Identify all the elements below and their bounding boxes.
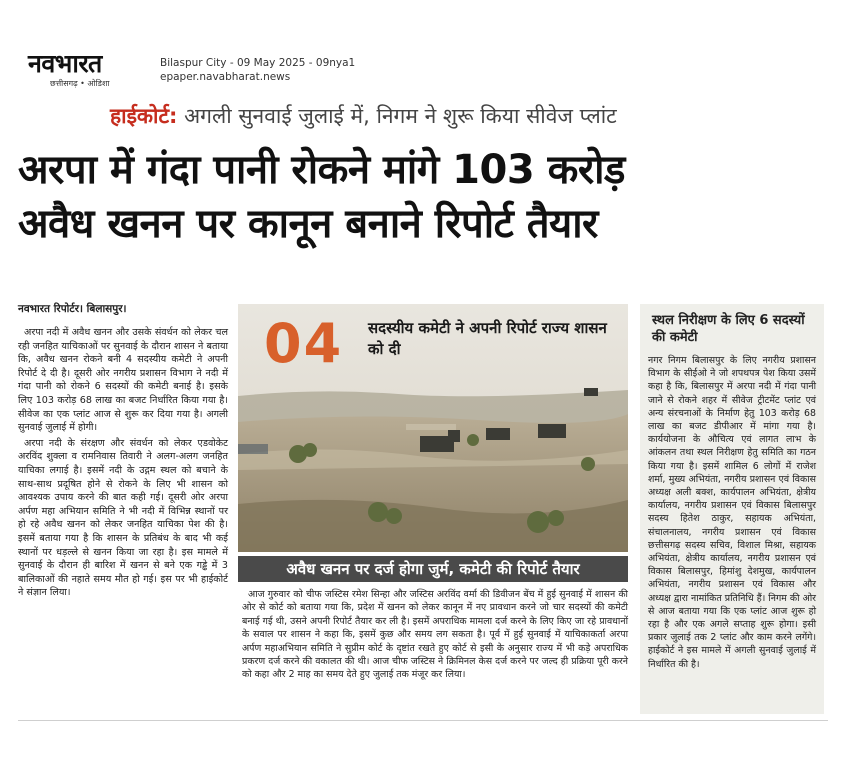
headline-line-1: अरपा में गंदा पानी रोकने मांगे 103 करोड़	[18, 147, 625, 193]
newspaper-logo[interactable]: नवभारत	[28, 49, 102, 78]
subheading-bar: अवैध खनन पर दर्ज होगा जुर्म, कमेटी की रिपोर्ट तैयार	[238, 556, 628, 582]
kicker-label: हाईकोर्ट:	[110, 104, 178, 128]
news-photo	[238, 304, 628, 552]
committee-number: 04	[264, 312, 344, 375]
photo-caption: सदस्यीय कमेटी ने अपनी रिपोर्ट राज्य शासन को दी	[368, 319, 607, 358]
edition-info	[160, 56, 355, 84]
epaper-url[interactable]: epaper.navabharat.news	[160, 71, 291, 83]
bottom-rule	[18, 720, 828, 721]
paragraph: अरपा नदी में अवैध खनन और उसके संवर्धन को लेकर चल रही जनहित याचिकाओं पर सुनवाई के दौरान शासन ने बताया कि, अवैध खनन रोकने बनी 4 सदस्यीय कमेटी ने अपनी रिपोर्ट दे दी है। दूसरी ओर नगरीय प्रशासन विभाग ने नदी में गंदा पानी को रोकने 6 सदस्यों की कमेटी बनाई है। इसके लिए 103 करोड़ 68 लाख का बजट निर्धारित किया गया है। सीवेज का एक प्लांट आज से शुरू कर दिया गया है। अगली सुनवाई जुलाई में होगी।	[18, 327, 228, 434]
sidebar-box	[640, 304, 824, 714]
masthead	[28, 50, 828, 90]
paragraph: आज गुरुवार को चीफ जस्टिस रमेश सिन्हा और जस्टिस अरविंद वर्मा की डिवीजन बेंच में हुई सुनवाई में शासन की ओर से कोर्ट को बताया गया कि, प्रदेश में खनन को लेकर कानून में नए प्रावधान करने जो चार सदस्यों की कमेटी बनाई गई थी, उसने अपनी रिपोर्ट तैयार कर ली है। इसमें अपराधिक मामला दर्ज करने के लिए किए जा रहे प्रावधानों के सवाल पर शासन ने कहा कि, इसमें कुछ और समय लग सकता है। पूर्व में हुई सुनवाई में याचिकाकर्ता अरपा अर्पण महाअभियान समिति ने सुप्रीम कोर्ट के दृष्टांत रखते हुए कोर्ट से इसी के अनुसार राज्य में भी कड़े अपराधिक प्रकरण दर्ज करने की वकालत की थी। आज चीफ जस्टिस ने क्रिमिनल केस दर्ज करने पर जल्द ही प्रक्रिया पूरी करने को कहा और 2 माह का समय देते हुए जुलाई तक मंजूर कर लिया।	[242, 589, 628, 681]
sidebar-title: स्थल निरीक्षण के लिए 6 सदस्यों की कमेटी	[652, 313, 805, 345]
byline: नवभारत रिपोर्टर। बिलासपुर।	[18, 303, 127, 315]
logo-subtitle: छत्तीसगढ़ • ओडिशा	[50, 79, 110, 88]
headline-line-2: अवैध खनन पर कानून बनाने रिपोर्ट तैयार	[18, 201, 598, 247]
paragraph: अरपा नदी के संरक्षण और संवर्धन को लेकर एडवोकेट अरविंद शुक्ला व रामनिवास तिवारी ने अलग-अलग जनहित याचिका लगाई है। इसमें नदी के उद्गम स्थल को बचाने के साथ-साथ प्रदूषित होने से रोकने के लिए भी शासन को आवश्यक उपाय करने की बात कही गई। दूसरी ओर अरपा अर्पण महा अभियान समिति ने भी नदी में विभिन्न स्थानों पर हो रहे अवैध खनन को लेकर जनहित याचिका पेश की है। इसमें बताया गया है कि शासन के प्रतिबंध के बाद भी कई स्थानों पर धड़ल्ले से खनन किया जा रहा है। इस मामले में सुनवाई के दौरान ही बारिश में खनन से बने एक गड्ढे में 3 बालिकाओं की नहाते समय मौत हो गई। इस पर भी हाईकोर्ट ने संज्ञान लिया।	[18, 437, 228, 599]
kicker-line	[110, 103, 617, 129]
kicker-text: अगली सुनवाई जुलाई में, निगम ने शुरू किया सीवेज प्लांट	[177, 104, 617, 128]
sidebar-body: नगर निगम बिलासपुर के लिए नगरीय प्रशासन विभाग के सीईओ ने जो शपथपत्र पेश किया उसमें कहा है कि, बिलासपुर में अरपा नदी में गंदा पानी जाने से रोकने शहर में सीवेज ट्रीटमेंट प्लांट एवं अन्य संरचनाओं के निर्माण हेतु 103 करोड़ 68 लाख का बजट डीपीआर में मांगा गया है। कार्ययोजना के औचित्य एवं लागत लाभ के आंकलन तथा स्थल निरीक्षण हेतु समिति का गठन किया गया है। इसमें शामिल 6 लोगों में राजेश शर्मा, मुख्य अभियंता, नगरीय प्रशासन एवं विकास अध्यक्ष अली बक्श, कार्यपालन अभियंता, क्षेत्रीय कार्यालय, नगरीय प्रशासन एवं विकास बिलासपुर सदस्य हितेश ठाकुर, सहायक अभियंता, संचालनालय, नगरीय प्रशासन एवं विकास छत्तीसगढ़ सदस्य सचिव, विशाल मिश्रा, सहायक अभियंता, क्षेत्रीय कार्यालय, नगरीय प्रशासन एवं विकास बिलासपुर, हिमांशु देशमुख, कार्यपालन अभियंता, नगरीय प्रशासन एवं विकास और अध्यक्ष द्वारा नामांकित प्रतिनिधि हैं। निगम की ओर से आज बताया गया कि एक प्लांट आज शुरू हो रहा है और एक अगले सप्ताह शुरू होगा। इसी प्रकार जुलाई तक 2 प्लांट और काम करने लगेंगे। हाईकोर्ट ने इस मामले में अगली सुनवाई जुलाई में निर्धारित की है।	[648, 355, 816, 670]
edition-line: Bilaspur City - 09 May 2025 - 09nya1	[160, 57, 356, 69]
article-middle-column	[242, 588, 628, 682]
article-left-column	[18, 326, 228, 602]
